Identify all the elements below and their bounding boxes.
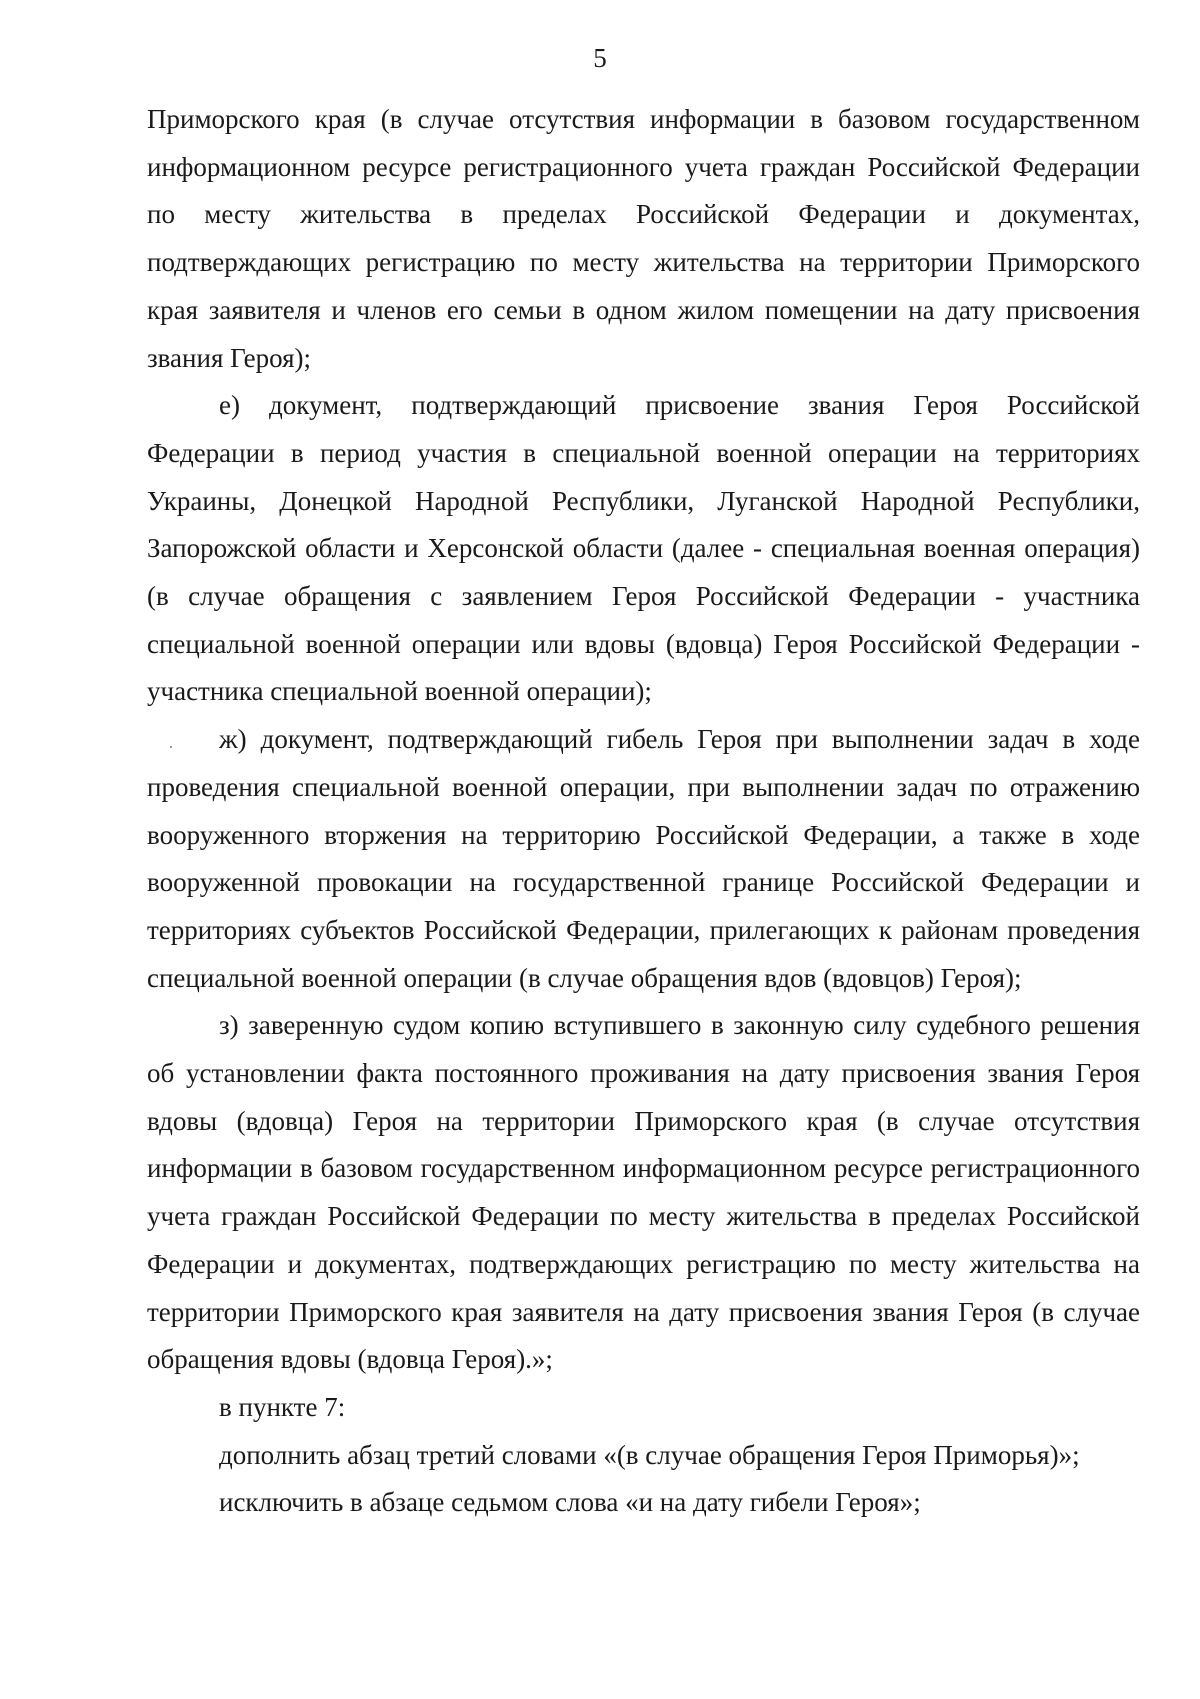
paragraph-item-e: е) документ, подтверждающий присвоение звания Героя Российской Федерации в период участия в специальной военной операции на территориях Украины, Донецкой Народной Республики, Луганской Народной Республики, Запорожской области и Херсонской области (далее - специальная военная операция) (в случае обращения с заявлением Героя Российской Федерации - участника специальной военной операции или вдовы (вдовца) Героя Российской Федерации - участника специальной военной операции); (147, 390, 1140, 707)
paragraph-amend-seventh: исключить в абзаце седьмом слова «и на дату гибели Героя»; (219, 1487, 921, 1518)
paragraph-item-zh: ж) документ, подтверждающий гибель Героя при выполнении задач в ходе проведения специальной военной операции, при выполнении задач по отражению вооруженного вторжения на территорию Российской Федерации, а также в ходе вооруженной провокации на государственной границе Российской Федерации и территориях субъектов Российской Федерации, прилегающих к районам проведения специальной военной операции (в случае обращения вдов (вдовцов) Героя); (147, 724, 1140, 993)
paragraph-item-z: з) заверенную судом копию вступившего в законную силу судебного решения об установлении факта постоянного проживания на дату присвоения звания Героя вдовы (вдовца) Героя на территории Приморского края (в случае отсутствия информации в базовом государственном информационном ресурсе регистрационного учета граждан Российской Федерации по месту жительства в пределах Российской Федерации и документах, подтверждающих регистрацию по месту жительства на территории Приморского края заявителя на дату присвоения звания Героя (в случае обращения вдовы (вдовца Героя).»; (147, 1010, 1140, 1375)
paragraph-continuation: Приморского края (в случае отсутствия информации в базовом государственном информационном ресурсе регистрационного учета граждан Российской Федерации по месту жительства в пределах Российской Федерации и документах, подтверждающих регистрацию по месту жительства на территории Приморского края заявителя и членов его семьи в одном жилом помещении на дату присвоения звания Героя); (147, 104, 1140, 373)
paragraph-amend-third: дополнить абзац третий словами «(в случае обращения Героя Приморья)»; (219, 1439, 1080, 1470)
page-number: 5 (593, 43, 607, 73)
document-body (147, 96, 1140, 1527)
scan-speck (170, 746, 172, 748)
paragraph-point-7: в пункте 7: (219, 1391, 346, 1422)
